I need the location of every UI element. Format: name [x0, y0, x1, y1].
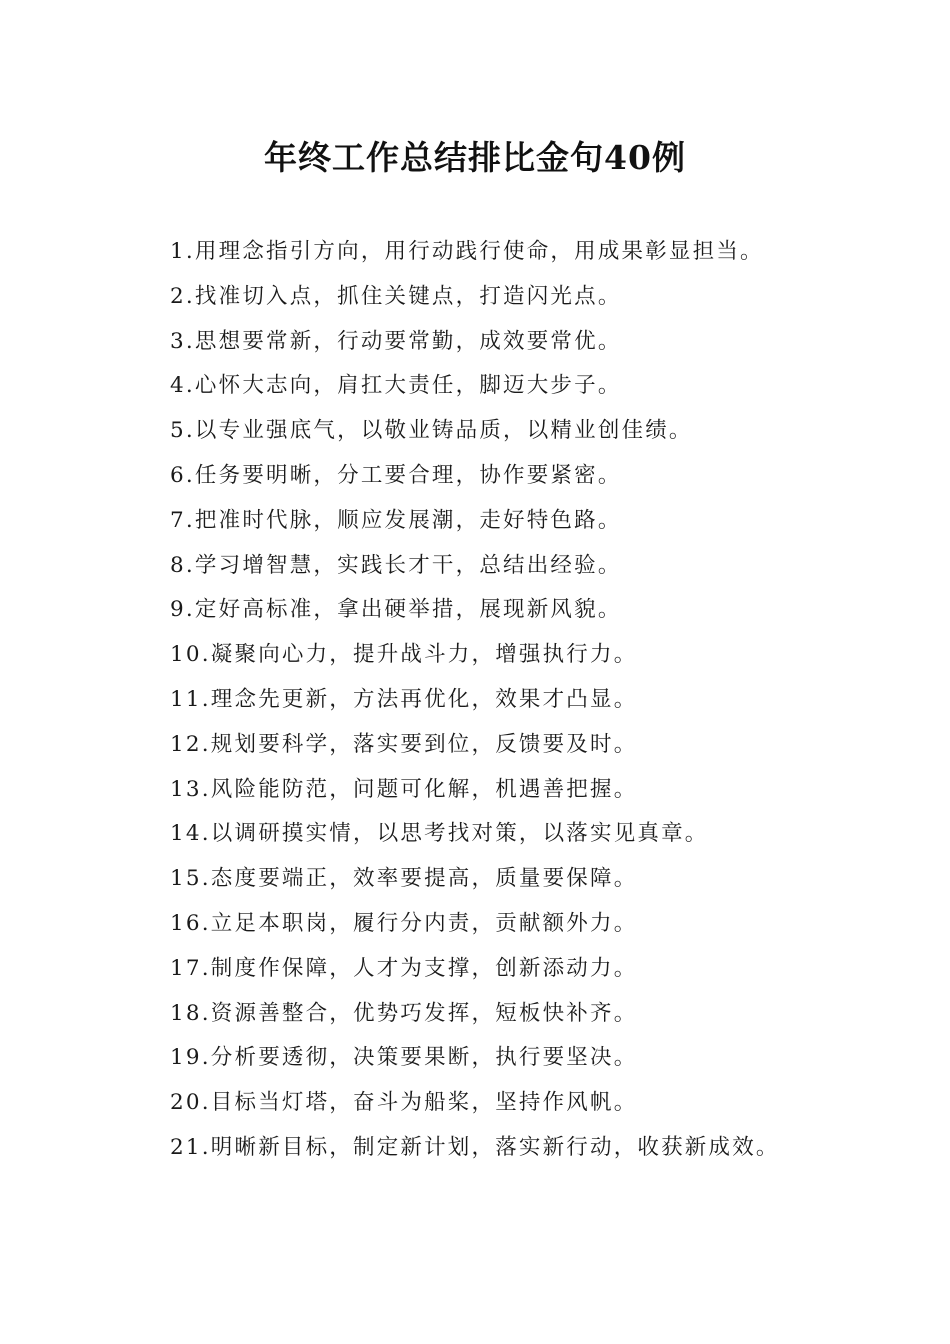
list-item: 13.风险能防范，问题可化解，机遇善把握。 — [170, 776, 638, 802]
list-item: 1.用理念指引方向，用行动践行使命，用成果彰显担当。 — [170, 239, 764, 264]
list-item: 14.以调研摸实情，以思考找对策，以落实见真章。 — [170, 821, 709, 847]
list-item: 21.明晰新目标，制定新计划，落实新行动，收获新成效。 — [170, 1134, 780, 1160]
list-item: 16.立足本职岗，履行分内责，贡献额外力。 — [170, 910, 638, 936]
list-item: 8.学习增智慧，实践长才干，总结出经验。 — [170, 552, 622, 578]
list-item: 10.凝聚向心力，提升战斗力，增强执行力。 — [170, 642, 638, 668]
list-item: 19.分析要透彻，决策要果断，执行要坚决。 — [170, 1045, 638, 1071]
list-item: 17.制度作保障，人才为支撑，创新添动力。 — [170, 955, 638, 981]
list-item: 11.理念先更新，方法再优化，效果才凸显。 — [170, 686, 638, 712]
list-item: 5.以专业强底气，以敬业铸品质，以精业创佳绩。 — [170, 418, 693, 444]
list-item: 15.态度要端正，效率要提高，质量要保障。 — [170, 866, 638, 892]
list-item: 7.把准时代脉，顺应发展潮，走好特色路。 — [170, 507, 622, 533]
list-item: 3.思想要常新，行动要常勤，成效要常优。 — [170, 328, 622, 354]
list-item: 20.目标当灯塔，奋斗为船桨，坚持作风帆。 — [170, 1090, 638, 1116]
document-title: 年终工作总结排比金句40例 — [264, 138, 686, 177]
list-item: 9.定好高标准，拿出硬举措，展现新风貌。 — [170, 597, 622, 623]
list-item: 6.任务要明晰，分工要合理，协作要紧密。 — [170, 462, 622, 488]
list-item: 12.规划要科学，落实要到位，反馈要及时。 — [170, 731, 638, 757]
list-item: 4.心怀大志向，肩扛大责任，脚迈大步子。 — [170, 373, 622, 399]
sentence-list — [170, 230, 890, 1171]
list-item: 2.找准切入点，抓住关键点，打造闪光点。 — [170, 283, 622, 309]
list-item: 18.资源善整合，优势巧发挥，短板快补齐。 — [170, 1000, 638, 1026]
